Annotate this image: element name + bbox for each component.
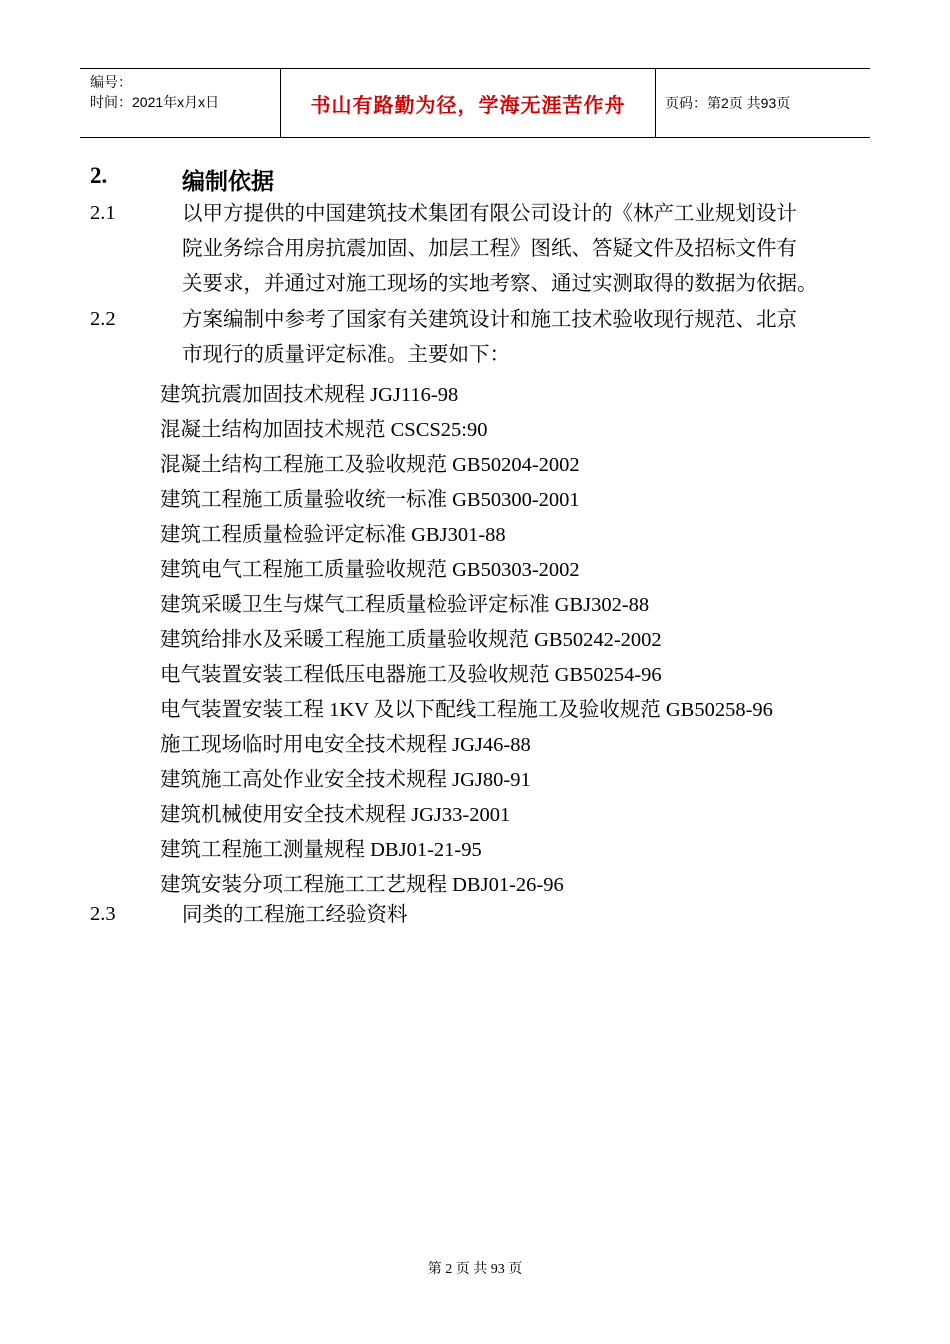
paragraph-line: 方案编制中参考了国家有关建筑设计和施工技术验收现行规范、北京 — [182, 309, 797, 331]
paragraph-line: 市现行的质量评定标准。主要如下： — [182, 344, 510, 366]
item-number: 2.3 — [90, 903, 116, 925]
standard-item: 电气装置安装工程低压电器施工及验收规范 GB50254-96 — [160, 664, 662, 686]
standard-item: 建筑给排水及采暖工程施工质量验收规范 GB50242-2002 — [160, 629, 662, 651]
section-number: 2. — [90, 163, 108, 188]
paragraph-line: 院业务综合用房抗震加固、加层工程》图纸、答疑文件及招标文件有 — [182, 238, 797, 260]
standard-item: 建筑工程施工质量验收统一标准 GB50300-2001 — [160, 489, 580, 511]
standard-item: 混凝土结构加固技术规范 CSCS25:90 — [160, 419, 488, 441]
doc-number: 编号： — [90, 74, 132, 90]
standard-item: 施工现场临时用电安全技术规程 JGJ46-88 — [160, 734, 531, 756]
section-title: 编制依据 — [182, 169, 274, 194]
header-page-number: 页码：第2页 共93页 — [665, 95, 791, 111]
header-motto-cell — [280, 69, 656, 137]
standard-item: 电气装置安装工程 1KV 及以下配线工程施工及验收规范 GB50258-96 — [160, 699, 773, 721]
item-number: 2.1 — [90, 202, 116, 224]
standard-item: 建筑电气工程施工质量验收规范 GB50303-2002 — [160, 559, 580, 581]
paragraph-line: 以甲方提供的中国建筑技术集团有限公司设计的《林产工业规划设计 — [182, 203, 797, 225]
header-meta — [80, 69, 280, 137]
standard-item: 建筑安装分项工程施工工艺规程 DBJ01-26-96 — [160, 874, 564, 896]
motto: 书山有路勤为径，学海无涯苦作舟 — [310, 94, 626, 117]
page-footer: 第 2 页 共 93 页 — [427, 1262, 523, 1277]
standard-item: 建筑采暖卫生与煤气工程质量检验评定标准 GBJ302-88 — [160, 594, 650, 616]
standard-item: 建筑机械使用安全技术规程 JGJ33-2001 — [160, 804, 511, 826]
standard-item: 建筑施工高处作业安全技术规程 JGJ80-91 — [160, 769, 531, 791]
header-page-cell — [655, 69, 880, 137]
paragraph-line: 关要求，并通过对施工现场的实地考察、通过实测取得的数据为依据。 — [182, 273, 818, 295]
standard-item: 建筑工程施工测量规程 DBJ01-21-95 — [160, 839, 482, 861]
item-number: 2.2 — [90, 308, 116, 330]
paragraph-line: 同类的工程施工经验资料 — [182, 904, 408, 926]
page-header — [80, 68, 870, 138]
doc-time: 时间：2021年x月x日 — [90, 94, 220, 110]
standard-item: 混凝土结构工程施工及验收规范 GB50204-2002 — [160, 454, 580, 476]
standard-item: 建筑工程质量检验评定标准 GBJ301-88 — [160, 524, 506, 546]
standard-item: 建筑抗震加固技术规程 JGJ116-98 — [160, 384, 459, 406]
